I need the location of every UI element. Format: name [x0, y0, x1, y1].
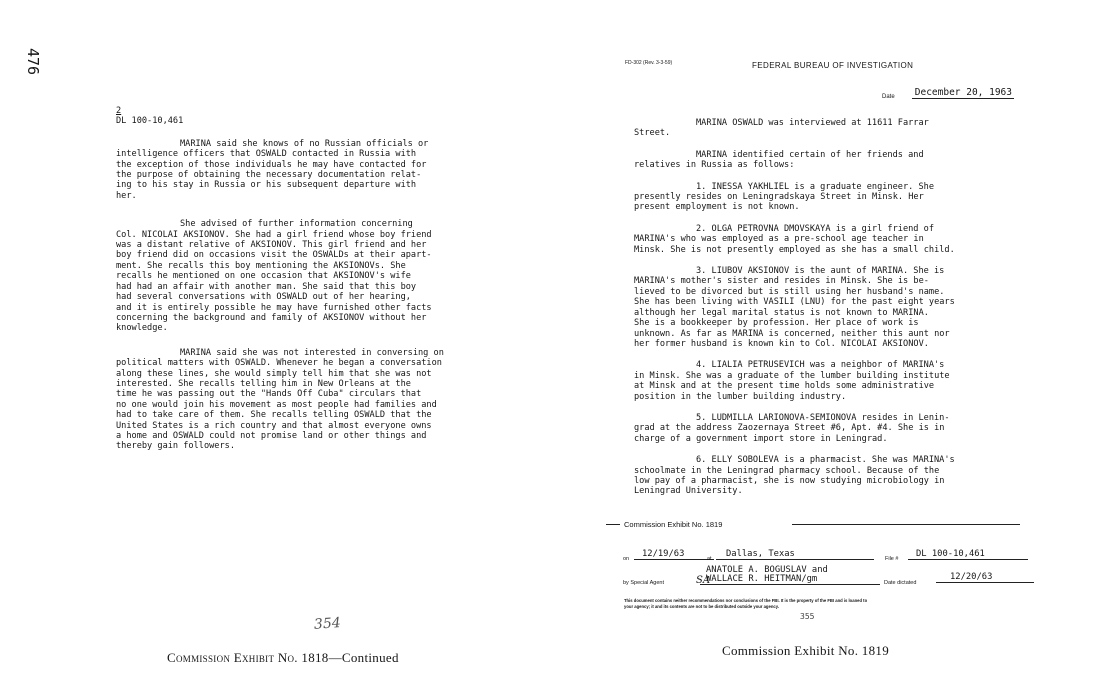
- file-ref: DL 100-10,461: [116, 116, 184, 127]
- stamp-number: 355: [800, 612, 815, 621]
- left-caption-prefix: Commission Exhibit No. 1818: [167, 650, 329, 665]
- form-number: FD-302 (Rev. 3-3-59): [625, 60, 673, 66]
- handwritten-page-number: 354: [313, 615, 342, 633]
- exhibit-line-label: Commission Exhibit No. 1819: [624, 520, 723, 529]
- date-value: December 20, 1963: [912, 87, 1014, 99]
- at-label: at: [707, 556, 712, 562]
- right-paragraph-5: 3. LIUBOV AKSIONOV is the aunt of MARINA. She is MARINA's mother's sister and resides in Minsk. She is be- lieved to be divorced but is still using her husband's name. She has been living with VASILI (LNU) for the past eight years although her legal marital status is not known to MARINA. She is a bookkeeper by profession. Her place of work is unknown. As far as MARINA is concerned, neither this aunt nor her former husband is known kin to Col. NICOLAI AKSIONOV.: [634, 266, 955, 349]
- agent-initials: SA: [696, 575, 711, 586]
- right-paragraph-2: MARINA identified certain of her friends and relatives in Russia as follows:: [634, 149, 924, 171]
- left-paragraph-1: MARINA said she knows of no Russian officials or intelligence officers that OSWALD contacted in Russia with the exception of those individuals he may have contacted for the purpose of obtaining the necessary documentation relat- ing to his stay in Russia or his subsequent departure with her.: [116, 138, 429, 201]
- right-paragraph-6: 4. LIALIA PETRUSEVICH was a neighbor of MARINA's in Minsk. She was a graduate of the lumber building institute at Minsk and at the present time holds some administrative position in the lumber building industry.: [634, 360, 950, 402]
- agency-title: FEDERAL BUREAU OF INVESTIGATION: [752, 61, 914, 70]
- right-paragraph-7: 5. LUDMILLA LARIONOVA-SEMIONOVA resides in Lenin- grad at the address Zaozernaya Street #6, Apt. #4. She is in charge of a government import store in Leningrad.: [634, 412, 950, 444]
- right-paragraph-1: MARINA OSWALD was interviewed at 11611 Farrar Street.: [634, 118, 929, 139]
- page-ref: 2: [116, 106, 122, 116]
- at-value: Dallas, Texas: [716, 549, 874, 560]
- right-paragraph-8: 6. ELLY SOBOLEVA is a pharmacist. She was MARINA's schoolmate in the Leningrad pharmacy school. Because of the low pay of a pharmacist, she is now studying microbiology in Leningrad University.: [634, 455, 955, 497]
- on-label: on: [623, 556, 630, 562]
- page-number: 476: [24, 48, 42, 76]
- by-agent-label: by Special Agent: [623, 580, 664, 586]
- agent-1: ANATOLE A. BOGUSLAV and: [706, 565, 828, 575]
- dictated-value: 12/20/63: [936, 572, 1034, 583]
- left-header: [116, 106, 496, 127]
- on-value: 12/19/63: [634, 549, 714, 560]
- divider-rule-left: [606, 524, 620, 525]
- right-caption: Commission Exhibit No. 1819: [722, 643, 890, 658]
- left-page-body: [116, 106, 496, 464]
- left-paragraph-2: She advised of further information concerning Col. NICOLAI AKSIONOV. She had a girl friend whose boy friend was a distant relative of AKSIONOV. This girl friend and her boy friend did on occasions visit the OSWALDs at their apart- ment. She recalls this boy mentioning the AKSIONOVs. She recalls he mentioned on one occasion that AKSIONOV's wife had had an affair with another man. She said that this boy had several conversations with OSWALD out of her hearing, and it is entirely possible he may have furnished other facts concerning the background and family of AKSIONOV without her knowledge.: [116, 219, 432, 334]
- date-label: Date: [882, 94, 895, 100]
- agent-2: WALLACE R. HEITMAN/gm: [700, 574, 880, 585]
- right-page-body: [634, 118, 1024, 508]
- right-paragraph-4: 2. OLGA PETROVNA DMOVSKAYA is a girl friend of MARINA's who was employed as a pre-school age teacher in Minsk. She is not presently employed as she has a small child.: [634, 223, 955, 255]
- right-paragraph-3: 1. INESSA YAKHLIEL is a graduate engineer. She presently resides on Leningradskaya Street in Minsk. Her present employment is not known.: [634, 181, 934, 213]
- divider-rule-right: [792, 524, 1020, 525]
- left-caption-suffix: —Continued: [328, 650, 399, 665]
- left-paragraph-3: MARINA said she was not interested in conversing on political matters with OSWALD. Whenever he began a conversation along these lines, she would simply tell him that she was not interested. She recalls telling him in New Orleans at the time he was passing out the "Hands Off Cuba" circulars that no one would join his movement as most people had families and had to take care of them. She recalls telling OSWALD that the United States is a rich country and that almost everyone owns a home and OSWALD could not promise land or other things and thereby gain followers.: [116, 347, 444, 452]
- dictated-label: Date dictated: [884, 580, 917, 586]
- file-label: File #: [885, 556, 899, 562]
- left-caption: [167, 650, 399, 666]
- file-value: DL 100-10,461: [908, 549, 1028, 560]
- fbi-disclaimer: This document contains neither recommendations nor conclusions of the FBI. It is the property of the FBI and is loaned to your agency; it and its contents are not to be distributed outside your agency.: [624, 598, 868, 609]
